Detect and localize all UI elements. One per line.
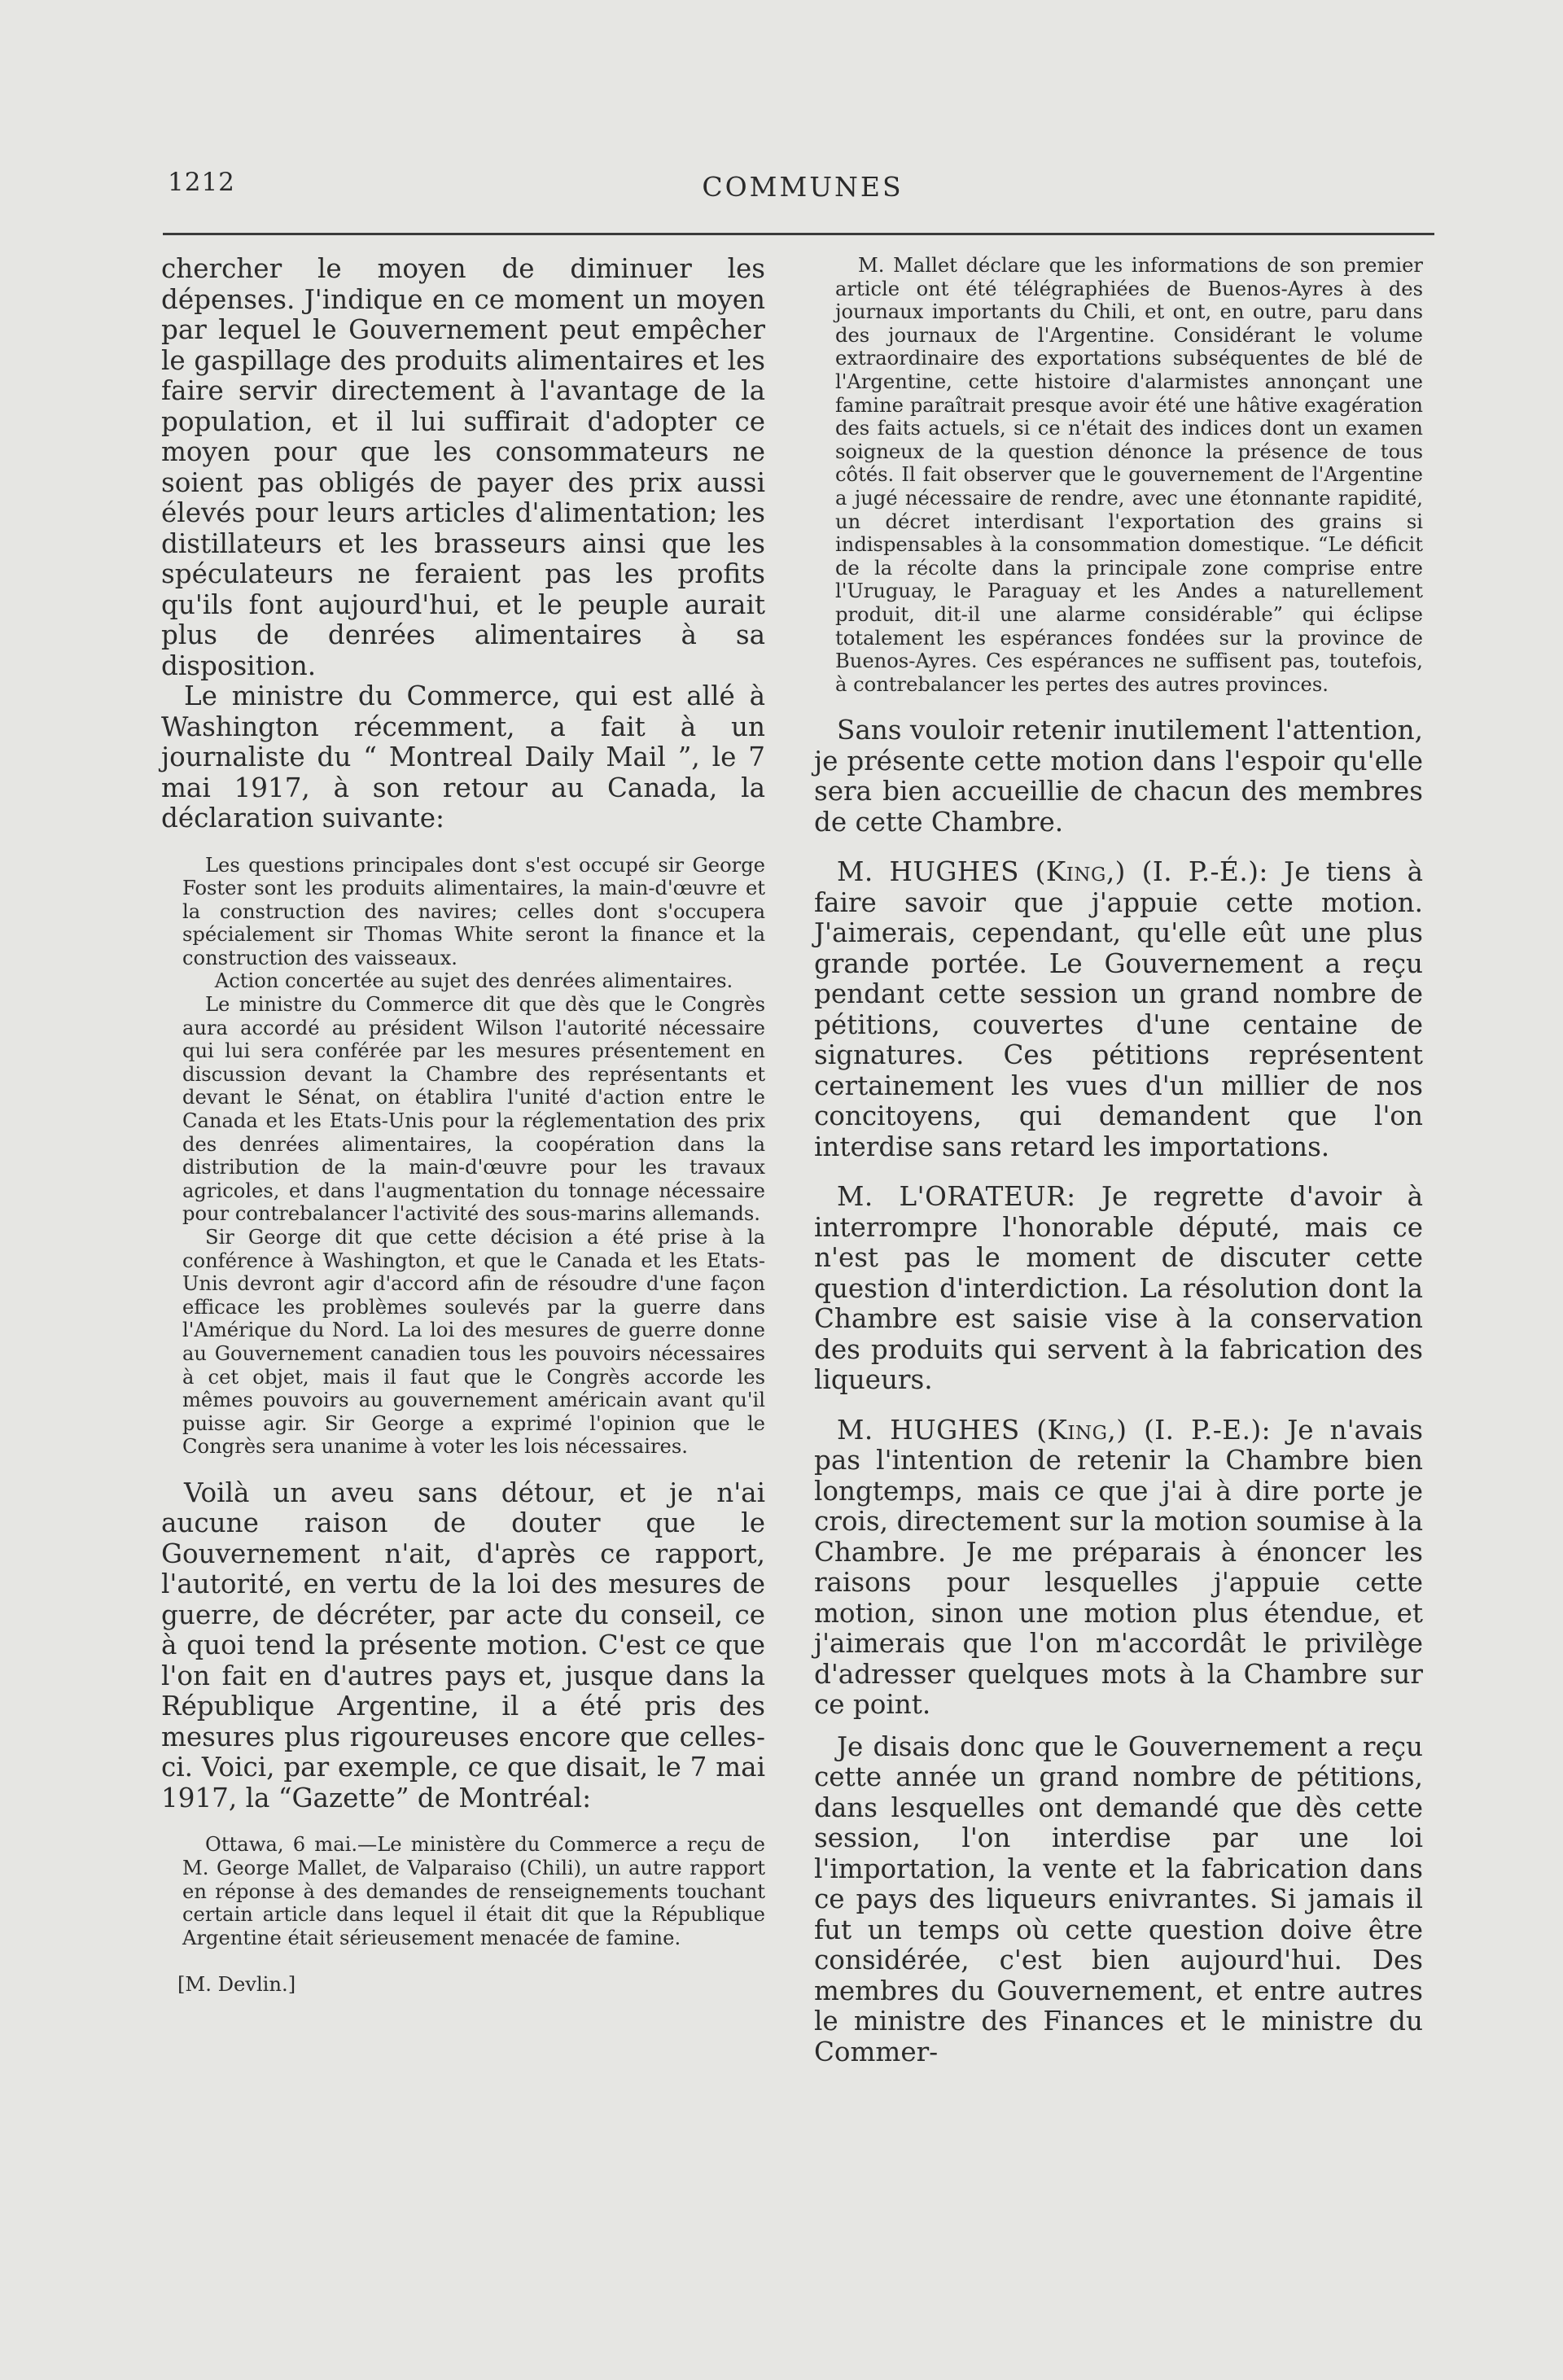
quotation-block [182,854,765,1459]
right-column [814,254,1423,2067]
quote-subheading: Action concertée au sujet des denrées alimentaires. [214,969,733,993]
quote-paragraph: Sir George dit que cette décision a été prise à la conférence à Washington, et que le Canada et les Etats-Unis devront agir d'accord afin de résoudre d'une façon efficace les problèmes soulevés par la guerre dans l'Amérique du Nord. La loi des mesures de guerre donne au Gouvernement canadien tous les pouvoirs nécessaires à cet objet, mais il faut que le Congrès accorde les mêmes pouvoirs au gouvernement américain avant qu'il puisse agir. Sir George a exprimé l'opinion que le Congrès sera unanime à voter les lois nécessaires. [182,1226,765,1459]
paragraph: chercher le moyen de diminuer les dépenses. J'indique en ce moment un moyen par lequel le Gouvernement peut empêcher le gaspillage des produits alimentaires et les faire servir directement à l'avantage de la population, et il lui suffirait d'adopter ce moyen pour que les consommateurs ne soient pas obligés de payer des prix aussi élevés pour leurs articles d'alimentation; les distillateurs et les brasseurs ainsi que les spéculateurs ne feraient pas les profits qu'ils font aujourd'hui, et le peuple aurait plus de denrées alimentaires à sa disposition. [161,253,765,681]
speaker-name: M. HUGHES (King,) (I. P.-E.): [837,1414,1272,1446]
header-rule [163,233,1434,235]
left-column [161,254,765,1997]
speech-text: Je n'avais pas l'intention de retenir la Chambre bien longtemps, mais ce que j'ai à dire porte je crois, directement sur la motion soumise à la Chambre. Je me préparais à énoncer les raisons pour lesquelles j'appuie cette motion, sinon une motion plus étendue, et j'aimerais que l'on m'accordât le privilège d'adresser quelques mots à la Chambre sur ce point. [814,1414,1423,1721]
page-number: 1212 [168,168,235,197]
speech-paragraph [814,1182,1423,1396]
quote-paragraph: M. Mallet déclare que les informations de son premier article ont été télégraphiées de Buenos-Ayres à des journaux importants du Chili, et ont, en outre, paru dans des journaux de l'Argentine. Considérant le volume extraordinaire des exportations subséquentes de blé de l'Argentine, cette histoire d'alarmistes annonçant une famine paraîtrait presque avoir été une hâtive exagération des faits actuels, si ce n'était des indices dont un examen soigneux de la question dénonce la présence de tous côtés. Il fait observer que le gouvernement de l'Argentine a jugé nécessaire de rendre, avec une étonnante rapidité, un décret interdisant l'exportation des grains si indispensables à la consommation domestique. “Le déficit de la récolte dans la principale zone comprise entre l'Uruguay, le Paraguay et les Andes a naturellement produit, dit-il une alarme considérable” qui éclipse totalement les espérances fondées sur la province de Buenos-Ayres. Ces espérances ne suffisent pas, toutefois, à contrebalancer les pertes des autres provinces. [835,254,1423,696]
paragraph: Sans vouloir retenir inutilement l'attention, je présente cette motion dans l'espoir qu'elle sera bien accueillie de chacun des membres de cette Chambre. [814,715,1423,838]
speech-paragraph [814,857,1423,1162]
speech-paragraph [814,1415,1423,1721]
speaker-name: M. L'ORATEUR: [837,1181,1076,1213]
quote-paragraph: Le ministre du Commerce dit que dès que le Congrès aura accordé au président Wilson l'autorité nécessaire qui lui sera conférée par les mesures présentement en discussion devant la Chambre des représentants et devant le Sénat, on établira l'unité d'action entre le Canada et les Etats-Unis pour la réglementation des prix des denrées alimentaires, la coopération dans la distribution de la main-d'œuvre pour les travaux agricoles, et dans l'augmentation du tonnage nécessaire pour contrebalancer l'activité des sous-marins allemands. [182,993,765,1226]
page-header [168,168,1438,225]
quotation-block [835,254,1423,696]
paragraph: Je disais donc que le Gouvernement a reçu cette année un grand nombre de pétitions, dans lesquelles ont demandé que dès cette session, l'on interdise par une loi l'importation, la vente et la fabrication dans ce pays des liqueurs enivrantes. Si jamais il fut un temps où cette question doive être considérée, c'est bien aujourd'hui. Des membres du Gouvernement, et entre autres le ministre des Finances et le ministre du Commer- [814,1730,1423,2067]
speaker-attribution: [M. Devlin.] [177,1973,296,1997]
quote-paragraph: Les questions principales dont s'est occupé sir George Foster sont les produits alimentaires, la main-d'œuvre et la construction des navires; celles dont s'occupera spécialement sir Thomas White seront la finance et la construction des vaisseaux. [182,853,765,969]
paragraph: Voilà un aveu sans détour, et je n'ai aucune raison de douter que le Gouvernement n'ait, d'après ce rapport, l'autorité, en vertu de la loi des mesures de guerre, de décréter, par acte du conseil, ce à quoi tend la présente motion. C'est ce que l'on fait en d'autres pays et, jusque dans la République Argentine, il a été pris des mesures plus rigoureuses encore que celles-ci. Voici, par exemple, ce que disait, le 7 mai 1917, la “Gazette” de Montréal: [161,1477,765,1813]
speech-text: Je regrette d'avoir à interrompre l'honorable député, mais ce n'est pas le moment de discuter cette question d'interdiction. La résolution dont la Chambre est saisie vise à la conservation des produits qui servent à la fabrication des liqueurs. [814,1181,1423,1396]
paragraph: Le ministre du Commerce, qui est allé à Washington récemment, a fait à un journaliste du “ Montreal Daily Mail ”, le 7 mai 1917, à son retour au Canada, la déclaration suivante: [161,680,765,833]
speaker-name: M. HUGHES (King,) (I. P.-É.): [837,856,1268,888]
speech-text: Je tiens à faire savoir que j'appuie cette motion. J'aimerais, cependant, qu'elle eût une plus grande portée. Le Gouvernement a reçu pendant cette session un grand nombre de pétitions, couvertes d'une centaine de signatures. Ces pétitions représentent certainement les vues d'un millier de nos concitoyens, qui demandent que l'on interdise sans retard les importations. [814,856,1423,1162]
running-head: COMMUNES [702,171,904,203]
quotation-block [182,1833,765,1949]
quote-paragraph: Ottawa, 6 mai.—Le ministère du Commerce a reçu de M. George Mallet, de Valparaiso (Chili), un autre rapport en réponse à des demandes de renseignements touchant certain article dans lequel il était dit que la République Argentine était sérieusement menacée de famine. [182,1833,765,1949]
